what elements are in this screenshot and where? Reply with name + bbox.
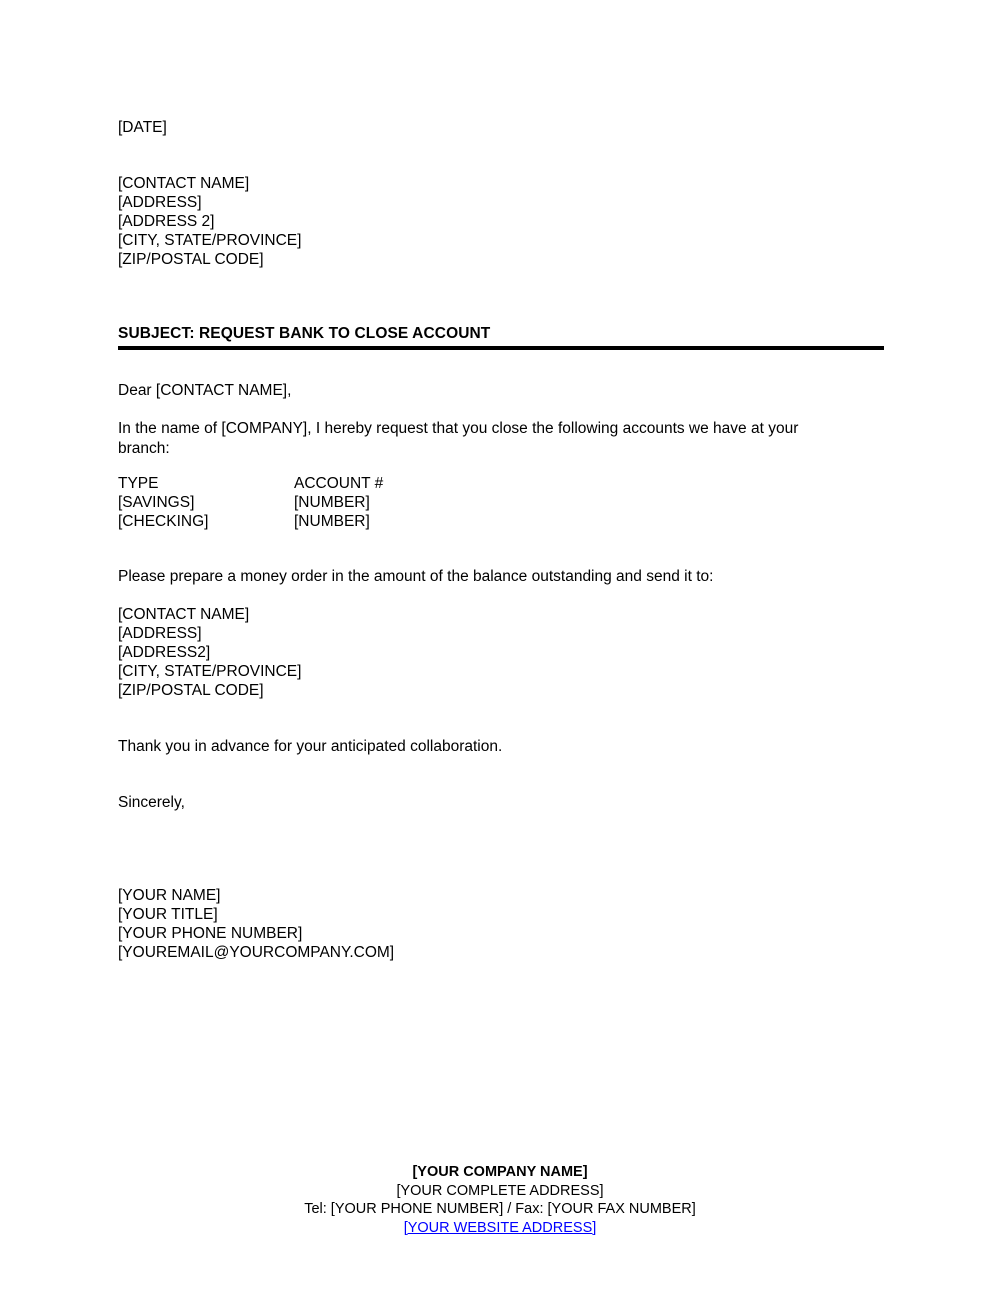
cell-account-number: [NUMBER] bbox=[294, 494, 370, 511]
column-header-type: TYPE bbox=[118, 475, 159, 492]
page-footer bbox=[0, 1163, 1000, 1237]
salutation: Dear [CONTACT NAME], bbox=[118, 382, 292, 399]
footer-company-name: [YOUR COMPANY NAME] bbox=[412, 1164, 588, 1180]
recipient-address-block bbox=[118, 174, 301, 269]
cell-account-number: [NUMBER] bbox=[294, 513, 370, 530]
footer-website-link[interactable]: [YOUR WEBSITE ADDRESS] bbox=[403, 1219, 597, 1236]
signature-block bbox=[118, 886, 394, 962]
recipient-address: [ADDRESS] bbox=[118, 194, 202, 211]
signer-title: [YOUR TITLE] bbox=[118, 906, 218, 923]
recipient-address-2: [ADDRESS 2] bbox=[118, 213, 215, 230]
remittance-address-block bbox=[118, 605, 301, 700]
date-placeholder: [DATE] bbox=[118, 119, 167, 136]
money-order-paragraph: Please prepare a money order in the amount of the balance outstanding and send it to: bbox=[118, 568, 714, 585]
subject-heading: SUBJECT: REQUEST BANK TO CLOSE ACCOUNT bbox=[118, 325, 491, 342]
remittance-zip: [ZIP/POSTAL CODE] bbox=[118, 682, 264, 699]
accounts-table bbox=[118, 474, 494, 531]
thanks-paragraph: Thank you in advance for your anticipated collaboration. bbox=[118, 738, 503, 755]
cell-account-type: [CHECKING] bbox=[118, 513, 209, 530]
footer-contact-line: Tel: [YOUR PHONE NUMBER] / Fax: [YOUR FAX NUMBER] bbox=[304, 1201, 696, 1217]
recipient-zip: [ZIP/POSTAL CODE] bbox=[118, 251, 264, 268]
signer-phone: [YOUR PHONE NUMBER] bbox=[118, 925, 303, 942]
subject-divider-rule bbox=[118, 346, 884, 350]
intro-paragraph: In the name of [COMPANY], I hereby request that you close the following accounts we have at your branch: bbox=[118, 420, 799, 457]
table-header-row bbox=[118, 474, 494, 493]
remittance-address-2: [ADDRESS2] bbox=[118, 644, 211, 661]
table-row bbox=[118, 512, 494, 531]
remittance-city-state: [CITY, STATE/PROVINCE] bbox=[118, 663, 302, 680]
table-row bbox=[118, 493, 494, 512]
recipient-city-state: [CITY, STATE/PROVINCE] bbox=[118, 232, 302, 249]
remittance-address: [ADDRESS] bbox=[118, 625, 202, 642]
footer-website-link-wrapper bbox=[0, 1219, 1000, 1238]
signer-name: [YOUR NAME] bbox=[118, 887, 221, 904]
closing-salutation: Sincerely, bbox=[118, 794, 185, 811]
recipient-contact-name: [CONTACT NAME] bbox=[118, 175, 250, 192]
cell-account-type: [SAVINGS] bbox=[118, 494, 195, 511]
signer-email: [YOUREMAIL@YOURCOMPANY.COM] bbox=[118, 944, 395, 961]
footer-address: [YOUR COMPLETE ADDRESS] bbox=[396, 1182, 604, 1199]
remittance-contact-name: [CONTACT NAME] bbox=[118, 606, 250, 623]
column-header-account: ACCOUNT # bbox=[294, 475, 384, 492]
